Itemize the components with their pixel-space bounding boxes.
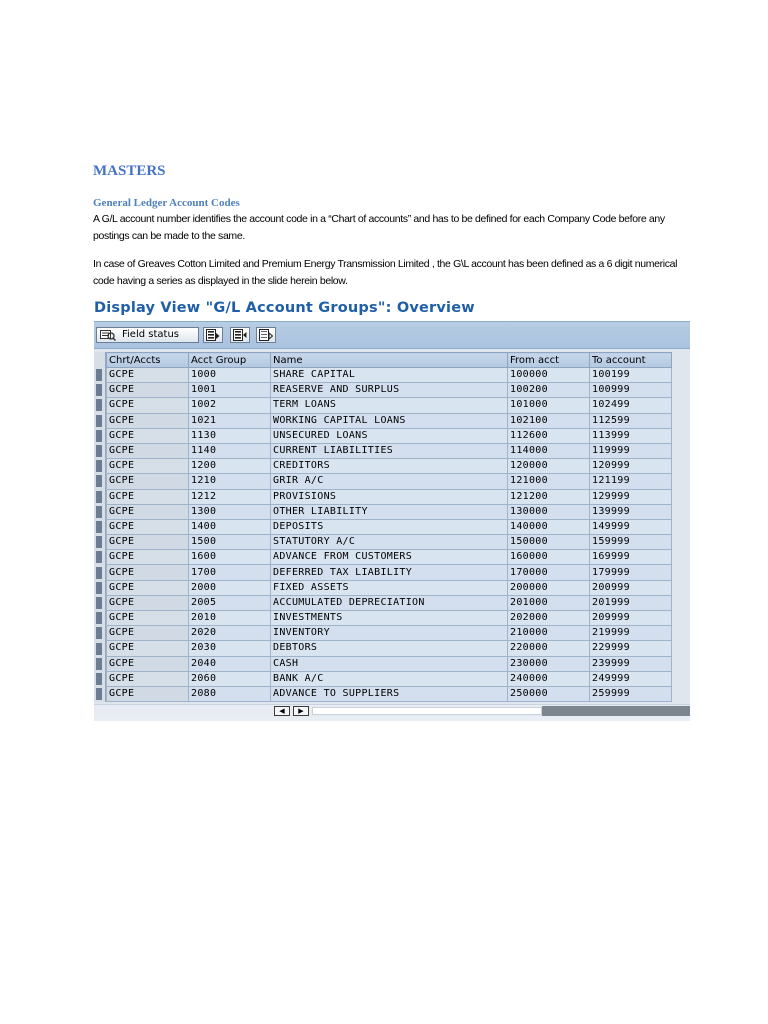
from-account-cell: 200000 xyxy=(508,580,590,595)
to-account-cell: 102499 xyxy=(590,398,672,413)
account-name-cell: OTHER LIABILITY xyxy=(271,504,508,519)
from-account-cell: 140000 xyxy=(508,519,590,534)
row-selector-mark[interactable] xyxy=(96,430,102,442)
select-all-button[interactable] xyxy=(203,327,223,343)
to-account-cell: 113999 xyxy=(590,428,672,443)
select-block-icon xyxy=(233,329,247,341)
table-row[interactable] xyxy=(107,443,672,458)
account-group-cell: 1200 xyxy=(189,459,271,474)
gl-account-groups-table xyxy=(106,352,672,702)
row-selector-mark[interactable] xyxy=(96,612,102,624)
account-group-cell: 1001 xyxy=(189,383,271,398)
chart-of-accounts-cell: GCPE xyxy=(107,671,189,686)
table-row[interactable] xyxy=(107,641,672,656)
row-selector-mark[interactable] xyxy=(96,415,102,427)
table-row[interactable] xyxy=(107,550,672,565)
to-account-cell: 120999 xyxy=(590,459,672,474)
row-selector-mark[interactable] xyxy=(96,506,102,518)
select-block-button[interactable] xyxy=(230,327,250,343)
from-account-cell: 220000 xyxy=(508,641,590,656)
account-group-cell: 2040 xyxy=(189,656,271,671)
from-account-cell: 102100 xyxy=(508,413,590,428)
horizontal-scrollbar[interactable] xyxy=(94,704,690,717)
table-area xyxy=(94,349,690,704)
chart-of-accounts-cell: GCPE xyxy=(107,641,189,656)
row-selector-mark[interactable] xyxy=(96,597,102,609)
chart-of-accounts-cell: GCPE xyxy=(107,580,189,595)
chart-of-accounts-cell: GCPE xyxy=(107,565,189,580)
row-selector-mark[interactable] xyxy=(96,673,102,685)
field-status-icon xyxy=(100,329,116,341)
table-row[interactable] xyxy=(107,504,672,519)
table-row[interactable] xyxy=(107,398,672,413)
to-account-cell: 149999 xyxy=(590,519,672,534)
table-row[interactable] xyxy=(107,595,672,610)
row-selector-mark[interactable] xyxy=(96,567,102,579)
row-selector-mark[interactable] xyxy=(96,445,102,457)
account-group-cell: 1500 xyxy=(189,535,271,550)
table-row[interactable] xyxy=(107,565,672,580)
account-name-cell: DEPOSITS xyxy=(271,519,508,534)
from-account-cell: 240000 xyxy=(508,671,590,686)
row-selector-mark[interactable] xyxy=(96,643,102,655)
account-name-cell: WORKING CAPITAL LOANS xyxy=(271,413,508,428)
to-account-cell: 129999 xyxy=(590,489,672,504)
to-account-cell: 112599 xyxy=(590,413,672,428)
row-selector-mark[interactable] xyxy=(96,369,102,381)
table-row[interactable] xyxy=(107,611,672,626)
row-selector-mark[interactable] xyxy=(96,658,102,670)
to-account-cell: 219999 xyxy=(590,626,672,641)
to-account-cell: 209999 xyxy=(590,611,672,626)
chart-of-accounts-cell: GCPE xyxy=(107,459,189,474)
row-selector-mark[interactable] xyxy=(96,399,102,411)
account-group-cell: 2030 xyxy=(189,641,271,656)
chart-of-accounts-cell: GCPE xyxy=(107,428,189,443)
account-group-cell: 2000 xyxy=(189,580,271,595)
account-group-cell: 1002 xyxy=(189,398,271,413)
table-row[interactable] xyxy=(107,656,672,671)
account-name-cell: BANK A/C xyxy=(271,671,508,686)
account-name-cell: CURRENT LIABILITIES xyxy=(271,443,508,458)
table-row[interactable] xyxy=(107,459,672,474)
from-account-cell: 210000 xyxy=(508,626,590,641)
account-group-cell: 1600 xyxy=(189,550,271,565)
account-name-cell: GRIR A/C xyxy=(271,474,508,489)
account-group-cell: 2020 xyxy=(189,626,271,641)
chart-of-accounts-cell: GCPE xyxy=(107,368,189,383)
field-status-label: Field status xyxy=(122,329,179,340)
from-account-cell: 160000 xyxy=(508,550,590,565)
to-account-cell: 119999 xyxy=(590,443,672,458)
account-group-cell: 1700 xyxy=(189,565,271,580)
col-header-chart-of-accounts[interactable]: Chrt/Accts xyxy=(107,353,189,368)
chart-of-accounts-cell: GCPE xyxy=(107,413,189,428)
from-account-cell: 100000 xyxy=(508,368,590,383)
account-group-cell: 2005 xyxy=(189,595,271,610)
from-account-cell: 121200 xyxy=(508,489,590,504)
col-header-name[interactable]: Name xyxy=(271,353,508,368)
to-account-cell: 100999 xyxy=(590,383,672,398)
chart-of-accounts-cell: GCPE xyxy=(107,474,189,489)
col-header-to-account[interactable]: To account xyxy=(590,353,672,368)
chart-of-accounts-cell: GCPE xyxy=(107,686,189,701)
account-group-cell: 1130 xyxy=(189,428,271,443)
from-account-cell: 121000 xyxy=(508,474,590,489)
scroll-right-button[interactable]: ▶ xyxy=(293,706,309,716)
table-row[interactable] xyxy=(107,383,672,398)
scrollbar-thumb[interactable] xyxy=(542,706,690,716)
row-selector-mark[interactable] xyxy=(96,536,102,548)
table-row[interactable] xyxy=(107,474,672,489)
account-group-cell: 1212 xyxy=(189,489,271,504)
to-account-cell: 179999 xyxy=(590,565,672,580)
select-all-icon xyxy=(206,329,220,341)
row-selector-mark[interactable] xyxy=(96,627,102,639)
account-group-cell: 1400 xyxy=(189,519,271,534)
chart-of-accounts-cell: GCPE xyxy=(107,504,189,519)
from-account-cell: 130000 xyxy=(508,504,590,519)
chart-of-accounts-cell: GCPE xyxy=(107,611,189,626)
from-account-cell: 201000 xyxy=(508,595,590,610)
account-name-cell: CREDITORS xyxy=(271,459,508,474)
application-toolbar xyxy=(94,321,690,349)
account-name-cell: ACCUMULATED DEPRECIATION xyxy=(271,595,508,610)
chart-of-accounts-cell: GCPE xyxy=(107,535,189,550)
table-row[interactable] xyxy=(107,368,672,383)
row-selector-mark[interactable] xyxy=(96,551,102,563)
to-account-cell: 100199 xyxy=(590,368,672,383)
table-row[interactable] xyxy=(107,489,672,504)
row-selector-mark[interactable] xyxy=(96,521,102,533)
to-account-cell: 249999 xyxy=(590,671,672,686)
deselect-all-icon xyxy=(259,329,273,341)
from-account-cell: 114000 xyxy=(508,443,590,458)
chart-of-accounts-cell: GCPE xyxy=(107,398,189,413)
table-control xyxy=(94,349,690,721)
to-account-cell: 121199 xyxy=(590,474,672,489)
from-account-cell: 112600 xyxy=(508,428,590,443)
from-account-cell: 230000 xyxy=(508,656,590,671)
from-account-cell: 202000 xyxy=(508,611,590,626)
row-selector-mark[interactable] xyxy=(96,384,102,396)
account-group-cell: 1021 xyxy=(189,413,271,428)
col-header-from-account[interactable]: From acct xyxy=(508,353,590,368)
field-status-button[interactable] xyxy=(96,327,199,343)
account-group-cell: 2080 xyxy=(189,686,271,701)
row-selector-column[interactable] xyxy=(94,352,106,702)
chart-of-accounts-cell: GCPE xyxy=(107,626,189,641)
account-name-cell: DEFERRED TAX LIABILITY xyxy=(271,565,508,580)
to-account-cell: 169999 xyxy=(590,550,672,565)
account-name-cell: INVESTMENTS xyxy=(271,611,508,626)
account-name-cell: SHARE CAPITAL xyxy=(271,368,508,383)
from-account-cell: 101000 xyxy=(508,398,590,413)
table-row[interactable] xyxy=(107,686,672,701)
account-name-cell: TERM LOANS xyxy=(271,398,508,413)
account-name-cell: ADVANCE TO SUPPLIERS xyxy=(271,686,508,701)
deselect-all-button[interactable] xyxy=(256,327,276,343)
table-row[interactable] xyxy=(107,413,672,428)
account-group-cell: 1210 xyxy=(189,474,271,489)
account-name-cell: FIXED ASSETS xyxy=(271,580,508,595)
chart-of-accounts-cell: GCPE xyxy=(107,383,189,398)
scrollbar-track[interactable] xyxy=(312,707,542,715)
section-subheading: General Ledger Account Codes xyxy=(93,197,240,209)
page-heading: MASTERS xyxy=(93,163,166,179)
scroll-left-button[interactable]: ◀ xyxy=(274,706,290,716)
from-account-cell: 150000 xyxy=(508,535,590,550)
to-account-cell: 229999 xyxy=(590,641,672,656)
account-group-cell: 1140 xyxy=(189,443,271,458)
chart-of-accounts-cell: GCPE xyxy=(107,443,189,458)
col-header-account-group[interactable]: Acct Group xyxy=(189,353,271,368)
detail-paragraph: In case of Greaves Cotton Limited and Premium Energy Transmission Limited , the G\L account has been defined as a 6 digit numerical code having a series as displayed in the slide herein below. xyxy=(93,258,678,287)
table-row[interactable] xyxy=(107,535,672,550)
screen-title: Display View "G/L Account Groups": Overview xyxy=(94,300,475,316)
to-account-cell: 239999 xyxy=(590,656,672,671)
row-selector-mark[interactable] xyxy=(96,688,102,700)
chart-of-accounts-cell: GCPE xyxy=(107,489,189,504)
row-selector-mark[interactable] xyxy=(96,582,102,594)
to-account-cell: 159999 xyxy=(590,535,672,550)
from-account-cell: 100200 xyxy=(508,383,590,398)
account-group-cell: 2010 xyxy=(189,611,271,626)
table-row[interactable] xyxy=(107,519,672,534)
account-group-cell: 1000 xyxy=(189,368,271,383)
chart-of-accounts-cell: GCPE xyxy=(107,519,189,534)
account-name-cell: REASERVE AND SURPLUS xyxy=(271,383,508,398)
account-name-cell: STATUTORY A/C xyxy=(271,535,508,550)
to-account-cell: 139999 xyxy=(590,504,672,519)
to-account-cell: 201999 xyxy=(590,595,672,610)
account-name-cell: UNSECURED LOANS xyxy=(271,428,508,443)
chart-of-accounts-cell: GCPE xyxy=(107,595,189,610)
chart-of-accounts-cell: GCPE xyxy=(107,550,189,565)
row-selector-mark[interactable] xyxy=(96,491,102,503)
from-account-cell: 250000 xyxy=(508,686,590,701)
from-account-cell: 170000 xyxy=(508,565,590,580)
account-name-cell: INVENTORY xyxy=(271,626,508,641)
intro-paragraph: A G/L account number identifies the account code in a “Chart of accounts” and has to be defined for each Company Code before any postings can be made to the same. xyxy=(93,213,665,242)
chart-of-accounts-cell: GCPE xyxy=(107,656,189,671)
account-name-cell: PROVISIONS xyxy=(271,489,508,504)
row-selector-mark[interactable] xyxy=(96,475,102,487)
account-name-cell: ADVANCE FROM CUSTOMERS xyxy=(271,550,508,565)
account-name-cell: CASH xyxy=(271,656,508,671)
account-name-cell: DEBTORS xyxy=(271,641,508,656)
account-group-cell: 2060 xyxy=(189,671,271,686)
table-row[interactable] xyxy=(107,580,672,595)
table-header-row xyxy=(107,353,672,368)
to-account-cell: 259999 xyxy=(590,686,672,701)
from-account-cell: 120000 xyxy=(508,459,590,474)
row-selector-mark[interactable] xyxy=(96,460,102,472)
table-row[interactable] xyxy=(107,671,672,686)
to-account-cell: 200999 xyxy=(590,580,672,595)
account-group-cell: 1300 xyxy=(189,504,271,519)
table-row[interactable] xyxy=(107,428,672,443)
table-row[interactable] xyxy=(107,626,672,641)
